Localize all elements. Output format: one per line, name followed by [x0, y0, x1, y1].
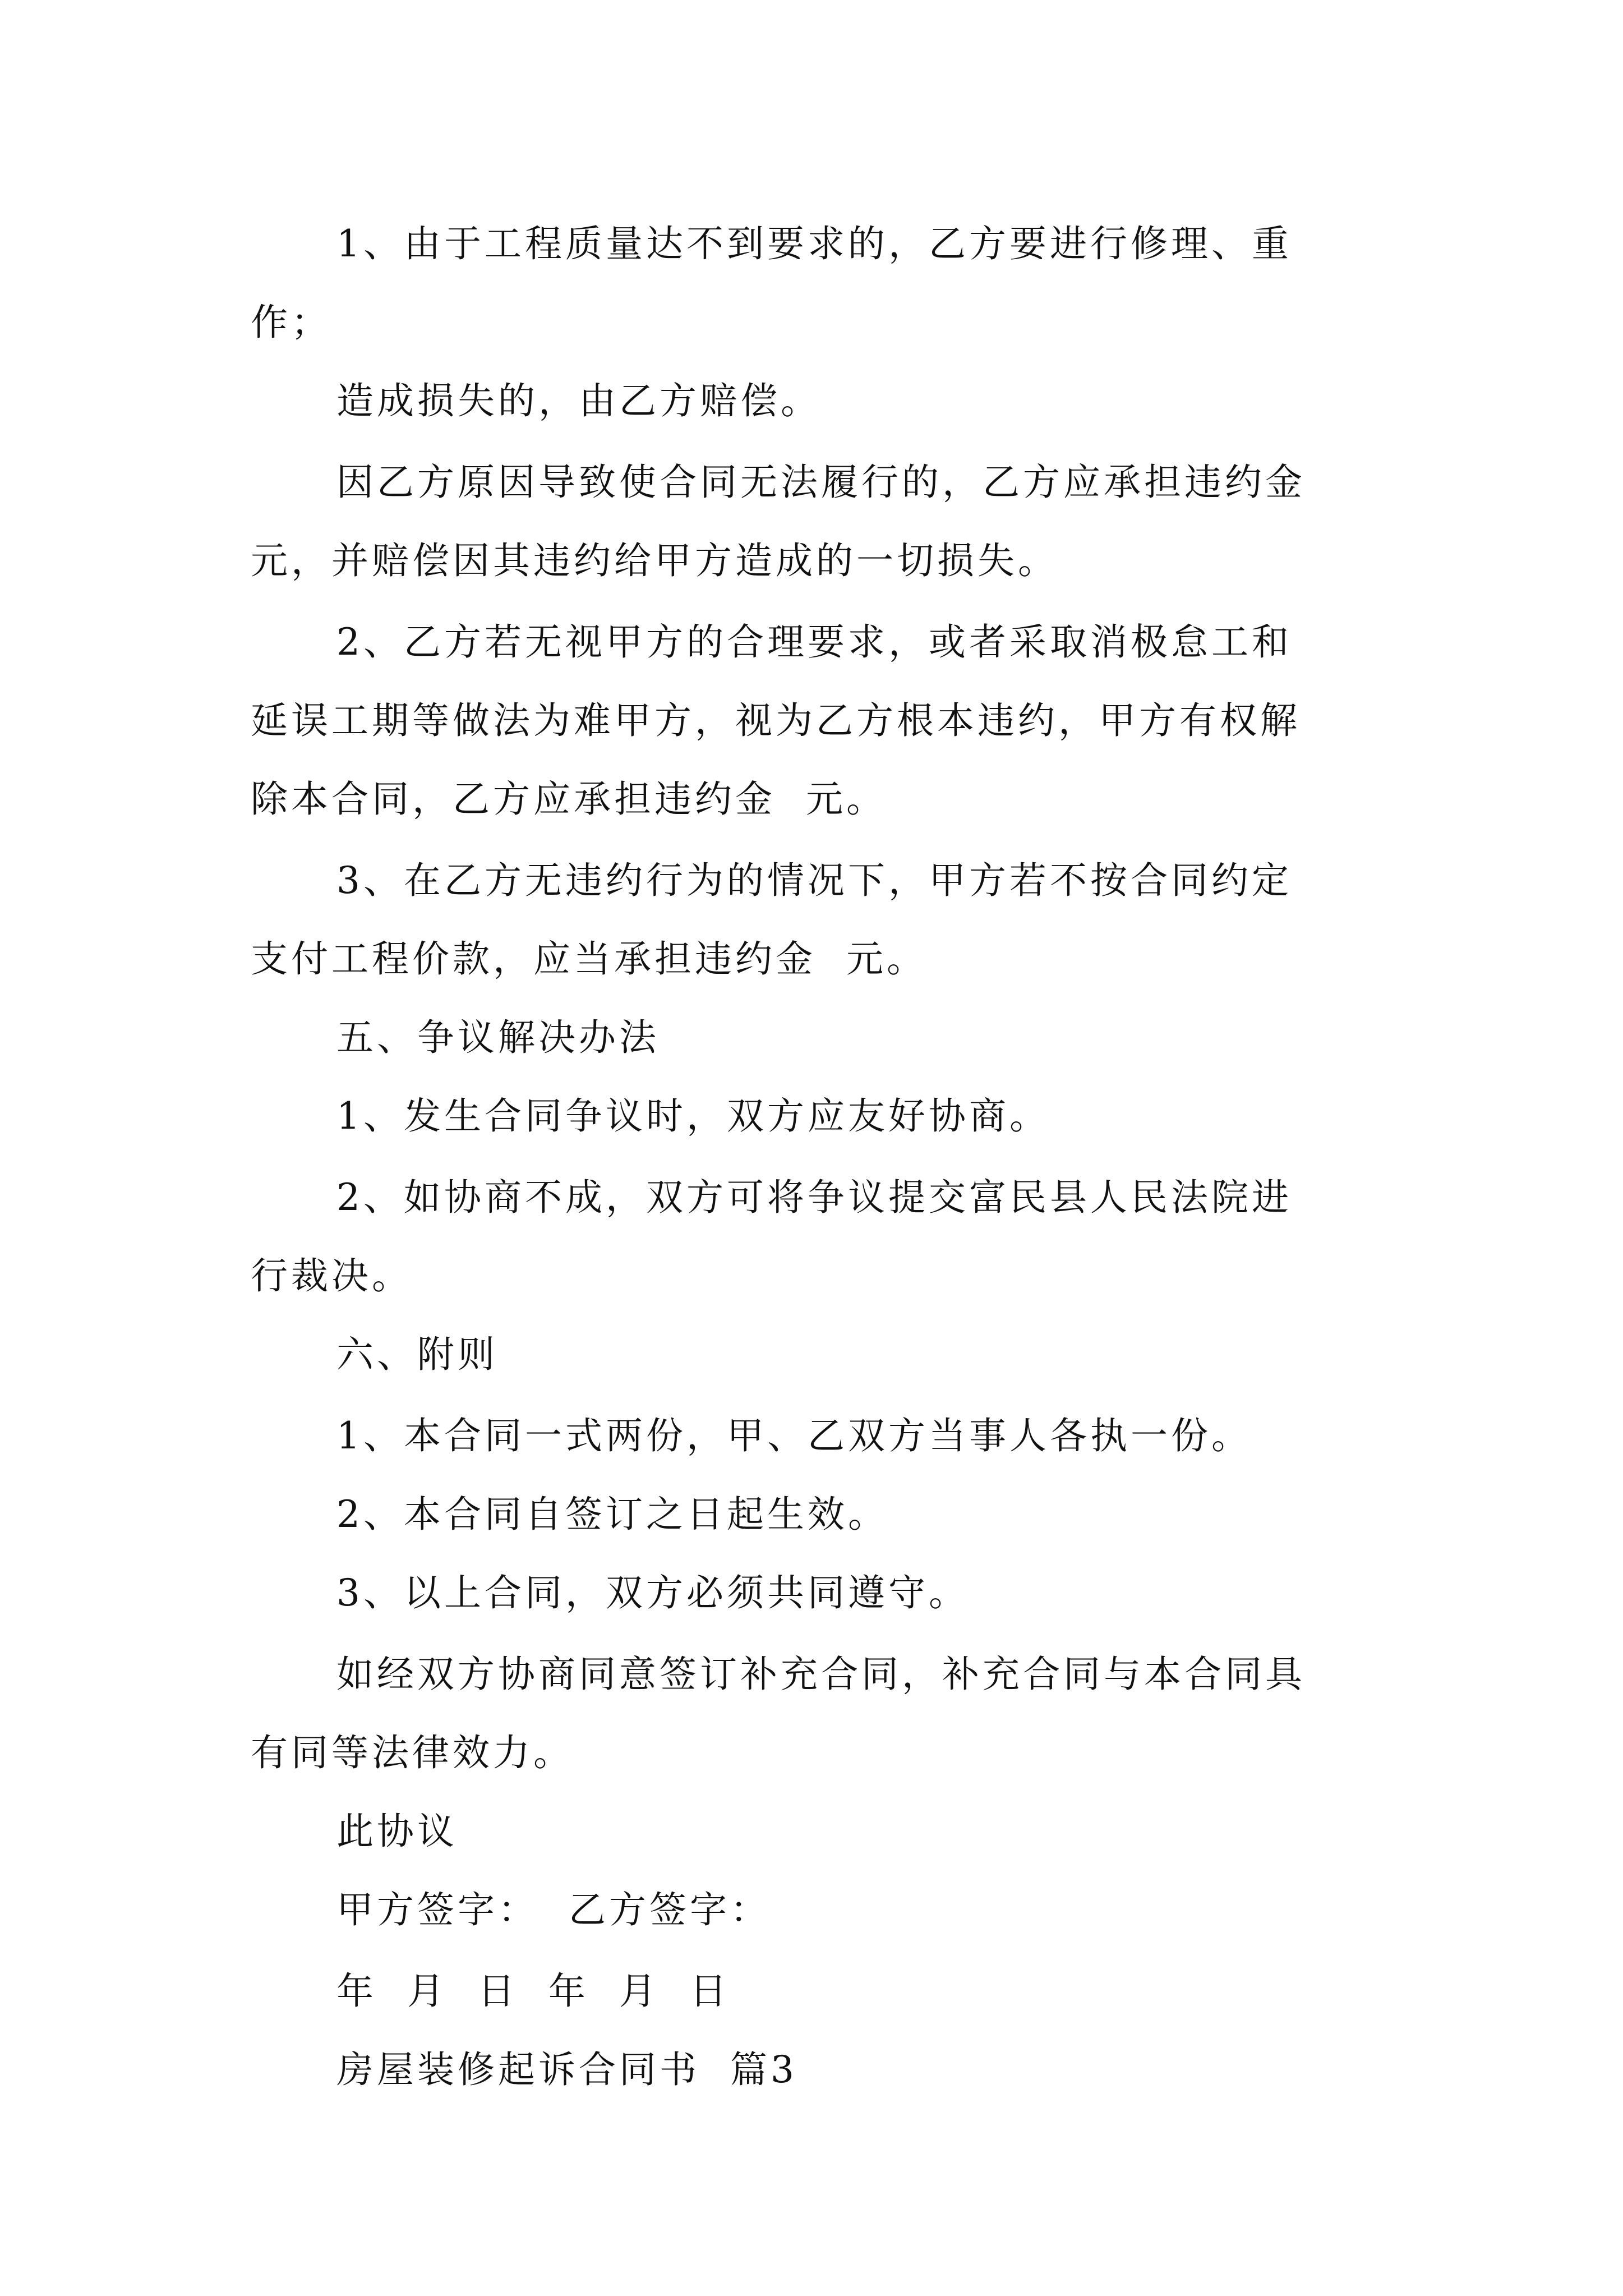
- text-line: 2、如协商不成，双方可将争议提交富民县人民法院进: [336, 1176, 1292, 1219]
- text-line: 六、附则: [336, 1333, 498, 1376]
- text-line: 如经双方协商同意签订补充合同，补充合同与本合同具: [336, 1653, 1306, 1696]
- text-line: 元，并赔偿因其违约给甲方造成的一切损失。: [251, 539, 1058, 582]
- text-line: 有同等法律效力。: [251, 1731, 574, 1774]
- text-line: 因乙方原因导致使合同无法履行的，乙方应承担违约金: [336, 461, 1306, 504]
- text-line: 2、本合同自签订之日起生效。: [336, 1493, 888, 1536]
- text-line: 1、本合同一式两份，甲、乙双方当事人各执一份。: [336, 1414, 1252, 1457]
- text-line: 除本合同，乙方应承担违约金 元。: [251, 777, 887, 821]
- text-line: 1、发生合同争议时，双方应友好协商。: [336, 1094, 1050, 1138]
- text-line: 年 月 日 年 月 日: [336, 1970, 730, 2013]
- text-line: 3、以上合同，双方必须共同遵守。: [336, 1571, 969, 1614]
- text-line: 甲方签字： 乙方签字：: [336, 1888, 771, 1931]
- text-line: 作；: [251, 301, 331, 344]
- text-line: 延误工期等做法为难甲方，视为乙方根本违约，甲方有权解: [251, 699, 1301, 742]
- text-line: 2、乙方若无视甲方的合理要求，或者采取消极怠工和: [336, 620, 1292, 664]
- text-line: 1、由于工程质量达不到要求的，乙方要进行修理、重: [336, 222, 1292, 265]
- text-line: 造成损失的，由乙方赔偿。: [336, 379, 821, 422]
- text-line: 3、在乙方无违约行为的情况下，甲方若不按合同约定: [336, 859, 1292, 902]
- text-line: 行裁决。: [251, 1254, 412, 1297]
- text-line: 房屋装修起诉合同书 篇3: [336, 2048, 797, 2091]
- text-line: 五、争议解决办法: [336, 1016, 660, 1059]
- text-line: 支付工程价款，应当承担违约金 元。: [251, 937, 927, 981]
- text-line: 此协议: [336, 1810, 458, 1853]
